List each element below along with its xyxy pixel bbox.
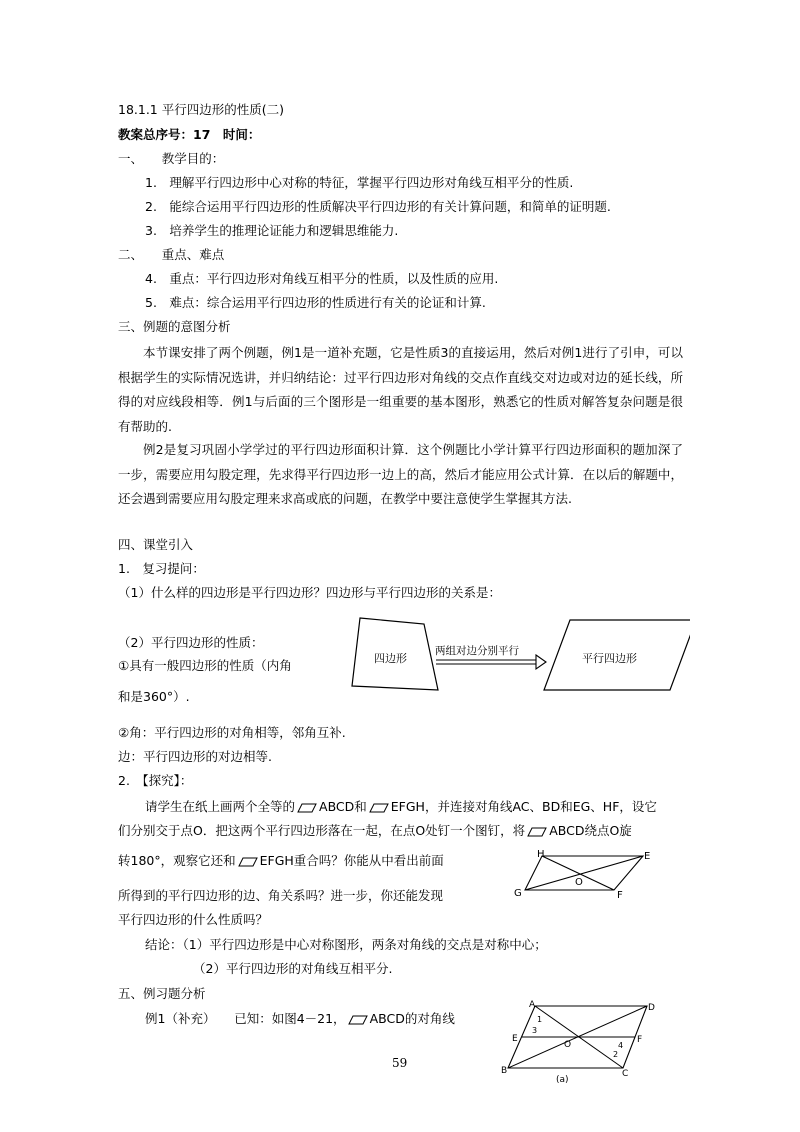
svg-text:4: 4 [618,1041,624,1050]
section-3-heading: 三、例题的意图分析 [118,319,231,334]
svg-text:(a): (a) [556,1075,569,1085]
analysis-paragraph-1: 本节课安排了两个例题，例1是一道补充题，它是性质3的直接运用，然后对例1进行了引申，可以根据学生的实际情况选讲，并归纳结论：过平行四边形对角线的交点作直线交对边或对边的延长线，所得的对应线段相等．例1与后面的三个图形是一组重要的基本图形，熟悉它的性质对解答复杂问题是很有帮助的. [118,345,683,434]
relation-arrow-head [536,655,546,669]
svg-text:H: H [537,849,545,860]
example-1-text-a: 例1（补充） 已知：如图4－21， [145,1011,346,1026]
svg-text:F: F [617,890,623,900]
explore-text-b: ABCD和 [319,799,367,814]
section-5-heading: 五、例习题分析 [118,986,206,1001]
abcd-example-diagram [500,998,670,1088]
svg-text:E: E [644,851,651,862]
svg-text:D: D [648,1003,655,1013]
review-question-heading: 1. 复习提问： [118,561,205,576]
explore-line-2 [118,822,632,840]
quadrilateral-label: 四边形 [374,652,407,665]
property-general: ①具有一般四边形的性质（内角 [118,658,292,673]
svg-text:O: O [564,1040,572,1050]
property-angle-sum: 和是360°）. [118,689,190,704]
example-1-line [145,1010,455,1028]
key-point-item: 4. 重点：平行四边形对角线互相平分的性质，以及性质的应用. [145,271,499,286]
section-4-heading: 四、课堂引入 [118,537,194,552]
conclusion-2: （2）平行四边形的对角线互相平分. [193,961,393,976]
goal-item-2: 2. 能综合运用平行四边形的性质解决平行四边形的有关计算问题，和简单的证明题. [145,199,611,214]
explore-text-c: EFGH，并连接对角线AC、BD和EG、HF，设它 [390,799,657,814]
goal-item-3: 3. 培养学生的推理论证能力和逻辑思维能力. [145,223,399,238]
parallelogram-label: 平行四边形 [582,652,637,665]
svg-text:B: B [501,1066,508,1076]
property-angles: ②角：平行四边形的对角相等，邻角互补. [118,725,346,740]
svg-text:2: 2 [613,1050,619,1059]
svg-text:G: G [514,888,522,899]
explore-line-5: 平行四边形的什么性质吗？ [118,912,269,927]
efgh-parallelogram-diagram [510,848,660,900]
parallelogram-symbol-icon [297,803,317,813]
svg-text:A: A [529,1000,536,1010]
explore-text-a: 请学生在纸上画两个全等的 [145,799,296,814]
svg-text:C: C [622,1069,629,1079]
svg-text:3: 3 [532,1026,538,1035]
section-2-heading: 二、 重点、难点 [118,247,225,262]
example-1-text-b: ABCD的对角线 [369,1011,455,1026]
explore-line-4: 所得到的平行四边形的边、角关系吗？进一步，你还能发现 [118,888,444,903]
explore-line-3 [118,852,444,870]
conclusion-1: 结论：（1）平行四边形是中心对称图形，两条对角线的交点是对称中心； [145,937,547,952]
explore-text-f: 转180°，观察它还和 [118,853,236,868]
review-question-2: （2）平行四边形的性质： [118,635,264,650]
explore-heading: 2. 【探究】： [118,773,193,788]
section-1-heading: 一、 教学目的： [118,151,225,166]
goal-item-1: 1. 理解平行四边形中心对称的特征，掌握平行四边形对角线互相平分的性质. [145,175,574,190]
svg-text:O: O [575,877,583,888]
difficulty-item: 5. 难点：综合运用平行四边形的性质进行有关的论证和计算. [145,295,486,310]
svg-text:F: F [637,1035,643,1045]
property-sides: 边：平行四边形的对边相等. [118,749,272,764]
parallelogram-symbol-icon [527,827,547,837]
parallelogram-symbol-icon [369,803,389,813]
lesson-meta: 教案总序号：17 时间： [118,127,261,142]
page-title: 18.1.1 平行四边形的性质(二) [118,102,284,117]
quadrilateral-relation-diagram [350,612,690,694]
explore-text-g: EFGH重合吗？你能从中看出前面 [259,853,444,868]
explore-text-e: ABCD绕点O旋 [549,823,632,838]
page-number: 59 [392,1056,408,1070]
parallelogram-symbol-icon [238,857,258,867]
explore-text-d: 们分别交于点O．把这两个平行四边形落在一起，在点O处钉一个图钉，将 [118,823,526,838]
relation-arrow-label: 两组对边分别平行 [435,645,519,657]
review-question-1: （1）什么样的四边形是平行四边形？四边形与平行四边形的关系是： [118,585,501,600]
svg-text:1: 1 [537,1015,543,1024]
explore-line-1 [145,798,657,816]
analysis-paragraph-2: 例2是复习巩固小学学过的平行四边形面积计算．这个例题比小学计算平行四边形面积的题加深了一步，需要应用勾股定理，先求得平行四边形一边上的高，然后才能应用公式计算．在以后的解题中，还会遇到需要应用勾股定理来求高或底的问题，在教学中要注意使学生掌握其方法. [118,442,683,506]
parallelogram-symbol-icon [348,1015,368,1025]
svg-text:E: E [512,1034,518,1044]
